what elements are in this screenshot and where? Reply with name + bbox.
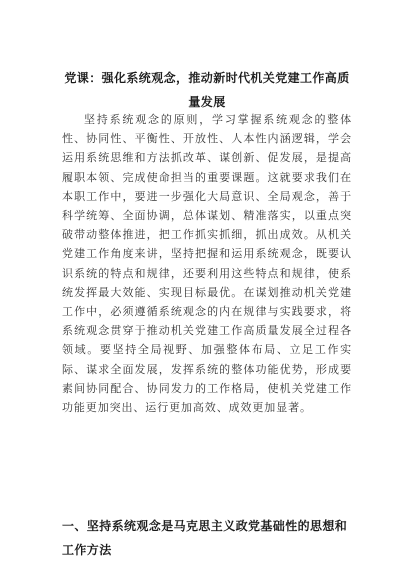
body-paragraph: 坚持系统观念的原则，学习掌握系统观念的整体性、协同性、平衡性、开放性、人本性内涵逻辑，学会运用系统思维和方法抓改革、谋创新、促发展，是提高履职本领、完成使命担当的重要课题。这就要求我们在本职工作中，要进一步强化大局意识、全局观念，善于科学统筹、全面协调，总体谋划、精准落实，以重点突破带动整体推进，把工作抓实抓细，抓出成效。从机关党建工作角度来讲，坚持把握和运用系统观念，既要认识系统的特点和规律，还要利用这些特点和规律，使系统发挥最大效能、实现目标最优。在谋划推动机关党建工作中，必须遵循系统观念的内在规律与实践要求，将系统观念贯穿于推动机关党建工作高质量发展全过程各领域。要坚持全局视野、加强整体布局、立足工作实际、谋求全面发展，发挥系统的整体功能优势，形成要素间协同配合、协同发力的工作格局，使机关党建工作功能更加突出、运行更加高效、成效更加显著。	[62, 113, 352, 415]
document-title: 党课：强化系统观念，推动新时代机关党建工作高质量发展	[64, 71, 350, 109]
section-heading: 一、坚持系统观念是马克思主义政党基础性的思想和工作方法	[62, 519, 348, 557]
